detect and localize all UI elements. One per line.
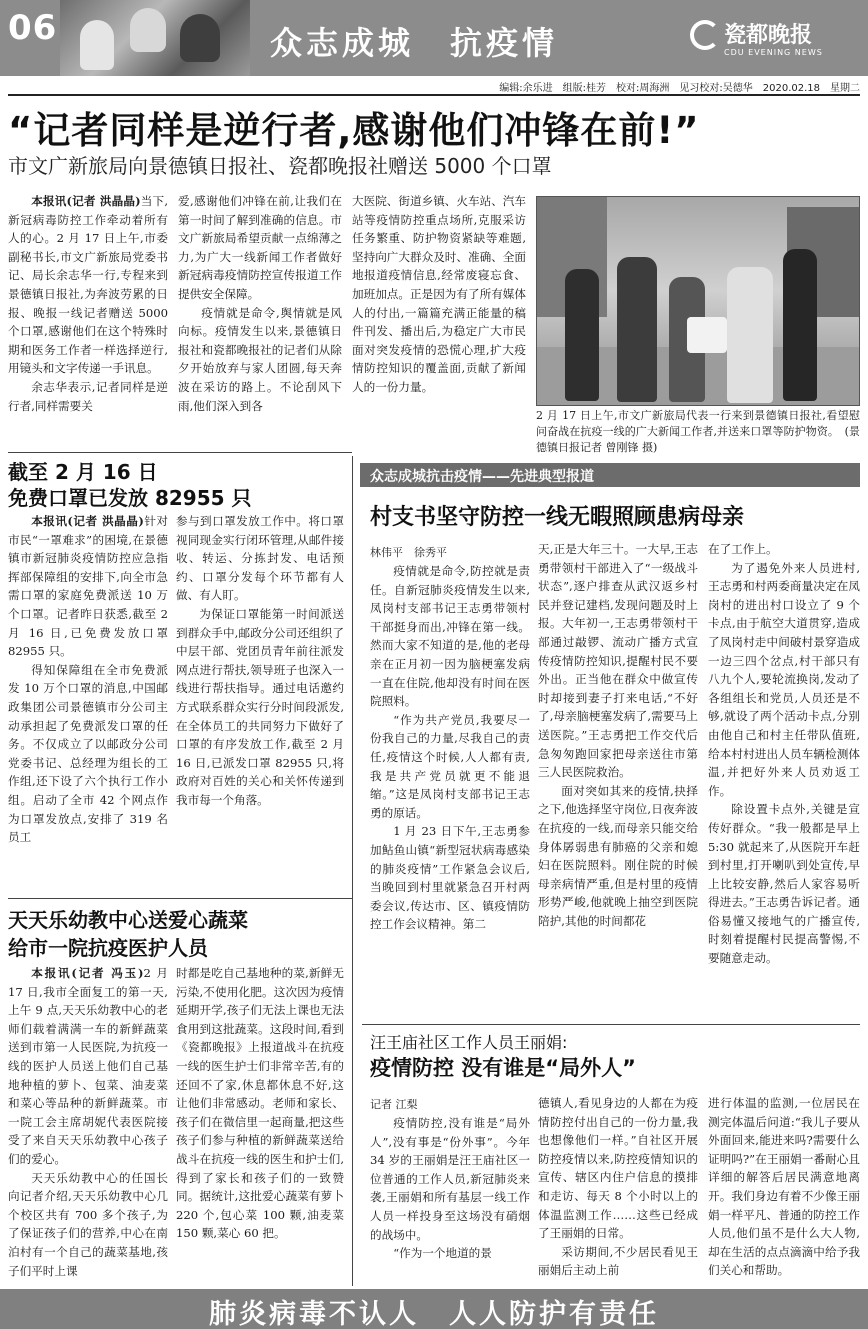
section-divider <box>8 452 352 453</box>
mask-byline: 本报讯(记者 洪晶晶) <box>31 514 144 528</box>
photo-person <box>617 257 657 402</box>
mask-column-1 <box>8 512 168 902</box>
logo-text: 瓷都晚报 <box>724 23 813 48</box>
community-byline: 记者 江梨 <box>370 1098 418 1111</box>
village-column-3 <box>708 540 860 1018</box>
lead-paragraph: 爱,感谢他们冲锋在前,让我们在第一时间了解到准确的信息。市文广新旅局希望贡献一点绵薄之力,为广大一线新闻工作者做好新冠病毒疫情防控宣传报道工作提供安全保障。 <box>178 194 342 301</box>
kindergarten-column-2 <box>176 964 344 1284</box>
lead-photo <box>536 196 860 406</box>
lead-subhead: 市文广新旅局向景德镇日报社、瓷都晚报社赠送 5000 个口罩 <box>8 154 552 178</box>
community-column-2 <box>538 1094 698 1286</box>
village-paragraph: 在了工作上。 <box>708 542 778 556</box>
column-divider <box>352 456 353 1286</box>
kindergarten-paragraph: 2 月 17 日,我市全面复工的第一天,上午 9 点,天天乐幼教中心的老师们载着满满一车的新鲜蔬菜送到市第一人民医院,为抗疫一线的医护人员送上他们自己基地种植的萝卜、包菜、油麦菜和菜心等品种的新鲜蔬菜。市一院工会主席胡妮代表医院接受了来自天天乐幼教中心孩子们的爱心。 <box>8 966 168 1166</box>
section-divider <box>362 1024 860 1025</box>
lead-paragraph: 大医院、街道乡镇、火车站、汽车站等疫情防控重点场所,克服采访任务繁重、防护物资紧缺等难题,坚持向广大群众及时、准确、全面地报道疫情信息,经常废寝忘食、加班加点。正是因为有了所有媒体人的付出,一篇篇充满正能量的稿件刊发、播出后,为稳定广大市民面对突发疫情的恐慌心理,扩大疫情防控知识的覆盖面,贡献了新闻人的一份力量。 <box>352 194 526 394</box>
mask-column-2 <box>176 512 344 902</box>
lead-column-1 <box>8 192 168 448</box>
header-photo-figure <box>80 20 114 70</box>
page-header <box>0 0 868 76</box>
photo-mask-box <box>687 317 727 353</box>
report-banner: 众志成城抗击疫情——先进典型报道 <box>360 463 860 487</box>
lead-column-2 <box>178 192 342 448</box>
lead-column-3 <box>352 192 526 448</box>
logo-icon <box>690 20 720 50</box>
page-number: 06 <box>8 8 58 48</box>
community-column-3 <box>708 1094 860 1286</box>
editor-credits: 编辑:余乐进 组版:桂芳 校对:周海洲 见习校对:吴德华 2020.02.18 星期二 <box>499 83 860 94</box>
village-paragraph: 1 月 23 日下午,王志勇参加鲇鱼山镇“新型冠状病毒感染的肺炎疫情”工作紧急会议后,当晚回到村里就紧急召开村两委会议,传达市、区、镇疫情防控工作会议精神。第二 <box>370 824 530 932</box>
kindergarten-headline-line1: 天天乐幼教中心送爱心蔬菜 <box>8 908 248 932</box>
mask-paragraph: 得知保障组在全市免费派发 10 万个口罩的消息,中国邮政集团公司景德镇市分公司主动承担起了免费派发口罩的任务。不仅成立了以邮政分公司党委书记、总经理为组长的工作组,还下设了六个执行工作小组。启动了全市 42 个网点作为口罩发放点,安排了 319 名员工 <box>8 662 168 845</box>
lead-headline: “记者同样是逆行者,感谢他们冲锋在前!” <box>8 109 700 152</box>
village-paragraph: 除设置卡点外,关键是宣传好群众。“我一般都是早上 5:30 就起来了,从医院开车赶到村里,打开喇叭到处宣传,早上比较安静,然后人家容易听得进去。”王志勇告诉记者。通俗易懂又接地气的广播宣传,时刻着提醒村民提高警惕,不要随意走动。 <box>708 802 860 966</box>
community-paragraph: 采访期间,不少居民看见王丽娟后主动上前 <box>538 1244 698 1278</box>
lead-byline: 本报讯(记者 洪晶晶) <box>31 194 141 208</box>
logo-subtitle: CDU EVENING NEWS <box>724 48 823 57</box>
village-paragraph: 面对突如其来的疫情,抉择之下,他选择坚守岗位,日夜奔波在抗疫的一线,而母亲只能交给身体孱弱患有肺癌的父亲和媳妇在医院照料。刚住院的时候母亲病情严重,但是村里的疫情形势严峻,他就晚上抽空到医院陪护,其他的时间都花 <box>538 783 698 928</box>
lead-paragraph: 余志华表示,记者同样是逆行者,同样需要关 <box>8 379 168 413</box>
header-photo-figure <box>130 8 166 52</box>
kindergarten-paragraph: 时都是吃自己基地种的菜,新鲜无污染,不使用化肥。这次因为疫情延期开学,孩子们无法上课也无法食用到这批蔬菜。这段时间,看到《瓷都晚报》上报道战斗在抗疫一线的医生护士们非常辛苦,有的还回不了家,休息都休息不好,这让他们非常感动。老师和家长、孩子们在微信里一起商量,把这些孩子们参与种植的新鲜蔬菜送给战斗在抗疫一线的医生和护士们,得到了家长和孩子们的一致赞同。据统计,这批爱心蔬菜有萝卜 220 个,包心菜 100 颗,油麦菜 150 颗,菜心 60 把。 <box>176 966 344 1241</box>
village-byline: 林伟平 徐秀平 <box>370 546 447 559</box>
header-photo-figure <box>180 14 220 62</box>
section-title: 众志成城 抗疫情 <box>270 24 559 62</box>
photo-person <box>727 267 773 403</box>
mask-headline-line1: 截至 2 月 16 日 <box>8 460 158 484</box>
kindergarten-byline: 本报讯(记者 冯玉) <box>31 966 144 980</box>
mask-paragraph: 针对市民“一罩难求”的困境,在景德镇市新冠肺炎疫情防控应急指挥部保障组的安排下,向全市急需口罩的家庭免费派送 10 万个口罩。记者昨日获悉,截至 2 月 16 日,已免费发放口罩 82955 只。 <box>8 514 168 659</box>
photo-person <box>565 269 599 401</box>
photo-person <box>783 249 817 401</box>
mask-paragraph: 为保证口罩能第一时间派送到群众手中,邮政分公司还组织了中层干部、党团员青年前往派发网点进行帮扶,领导班子也深入一线进行帮扶指导。通过电话邀约方式联系群众实行分时间段派发,在全体员工的共同努力下做好了口罩的有序发放工作,截至 2 月 16 日,已派发口罩 82955 只,将政府对百姓的关心和关怀传递到我市每一个角落。 <box>176 606 344 807</box>
community-paragraph: 进行体温的监测,一位居民在测完体温后问道:“我儿子要从外面回来,能进来吗?需要什么证明吗?”在王丽娟一番耐心且详细的解答后居民满意地离开。我们身边有着不少像王丽娟一样平凡、普通的防控工作人员,他们虽不是什么大人物,却在生活的点点滴滴中给予我们关心和帮助。 <box>708 1096 860 1278</box>
lead-paragraph: 疫情就是命令,舆情就是风向标。疫情发生以来,景德镇日报社和瓷都晚报社的记者们从除夕开始放弃与家人团圆,每天奔波在采访的路上。不论刮风下雨,他们深入到各 <box>178 305 342 413</box>
community-paragraph: 德镇人,看见身边的人都在为疫情防控付出自己的一份力量,我也想像他们一样。”自社区开展防控疫情以来,防控疫情知识的宣传、辖区内住户信息的摸排和走访、每天 8 个小时以上的体温监测工作……这些已经成了王丽娟的日常。 <box>538 1096 698 1241</box>
community-column-1 <box>370 1114 530 1286</box>
village-paragraph: “作为共产党员,我要尽一份我自己的力量,尽我自己的责任,疫情这个时候,人人都有责,我是共产党员就更不能退缩。”这是凤岗村支部书记王志勇的原话。 <box>370 712 530 820</box>
section-divider <box>8 898 352 899</box>
kindergarten-paragraph: 天天乐幼教中心的任国长向记者介绍,天天乐幼教中心几个校区共有 700 多个孩子,为了保证孩子们的营养,中心在南泊村有一个自己的蔬菜基地,孩子们平时上课 <box>8 1170 168 1278</box>
village-paragraph: 为了遏免外来人员进村,王志勇和村两委商量决定在凤岗村的进出村口设立了 9 个卡点,由于航空大道贯穿,造成了凤岗村走中间破村景穿造成一边三四个岔点,村干部只有八九个人,要轮流换岗,发动了各组组长和党员,人员还是不够,就设了两个活动卡点,分别由他自己和村主任带队值班,给本村村进出人员车辆检测体温,并把好外来人员劝返工作。 <box>708 560 860 798</box>
header-rule <box>8 94 860 96</box>
newspaper-logo <box>690 10 860 66</box>
community-paragraph: “作为一个地道的景 <box>393 1246 492 1261</box>
footer-slogan: 肺炎病毒不认人 人人防护有责任 <box>209 1299 659 1329</box>
village-paragraph: 天,正是大年三十。一大早,王志勇带领村干部进入了“一级战斗状态”,逐户排查从武汉返乡村民并登记建档,发现问题及时上报。大年初一,王志勇带领村干部通过敲锣、流动广播方式宣传疫情防控知识,提醒村民不要外出。正当他在群众中做宣传时却接到妻子打来电话,“不好了,母亲脑梗塞发病了,需要马上送医院。”王志勇把工作交代后急匆匆跑回家把母亲送往市第三人民医院救治。 <box>538 542 698 780</box>
community-kicker: 汪王庙社区工作人员王丽娟: <box>370 1033 568 1052</box>
mask-paragraph: 参与到口罩发放工作中。将口罩视同现金实行闭环管理,从邮件接收、转运、分拣封发、电话预约、口罩分发每个环节都有人做、有人盯。 <box>176 514 344 603</box>
village-column-2 <box>538 540 698 1018</box>
village-headline: 村支书坚守防控一线无暇照顾患病母亲 <box>370 505 745 530</box>
village-column-1 <box>370 562 530 1018</box>
village-paragraph: 疫情就是命令,防控就是责任。自新冠肺炎疫情发生以来,凤岗村支部书记王志勇带领村干部挺身而出,冲锋在第一线。然而大家不知道的是,他的老母亲在正月初一因为脑梗塞发病一直在住院,他却没有时间在医院照料。 <box>370 564 530 709</box>
kindergarten-headline-line2: 给市一院抗疫医护人员 <box>8 936 208 960</box>
lead-photo-caption: 2 月 17 日上午,市文广新旅局代表一行来到景德镇日报社,看望慰问奋战在抗疫一线的广大新闻工作者,并送来口罩等防护物资。 (景德镇日报记者 曾刚锋 摄) <box>536 409 860 454</box>
header-photo <box>60 0 250 76</box>
community-headline: 疫情防控 没有谁是“局外人” <box>370 1056 636 1080</box>
community-paragraph: 疫情防控,没有谁是“局外人”,没有事是“份外事”。今年 34 岁的王丽娟是汪王庙社区一位普通的工作人员,新冠肺炎来袭,王丽娟和所有基层一线工作人员一样投身至这场没有硝烟的战场中。 <box>370 1116 530 1242</box>
kindergarten-column-1 <box>8 964 168 1284</box>
mask-headline-line2: 免费口罩已发放 82955 只 <box>8 486 252 510</box>
lead-paragraph: 当下,新冠病毒防控工作牵动着所有人的心。2 月 17 日上午,市委副秘书长,市文广新旅局党委书记、局长余志华一行,专程来到景德镇日报社,为奔波劳累的日报、晚报一线记者赠送 5000 个口罩,感谢他们在这个特殊时期和医务工作者一样选择逆行,用镜头和文字传递一手讯息。 <box>8 194 168 376</box>
